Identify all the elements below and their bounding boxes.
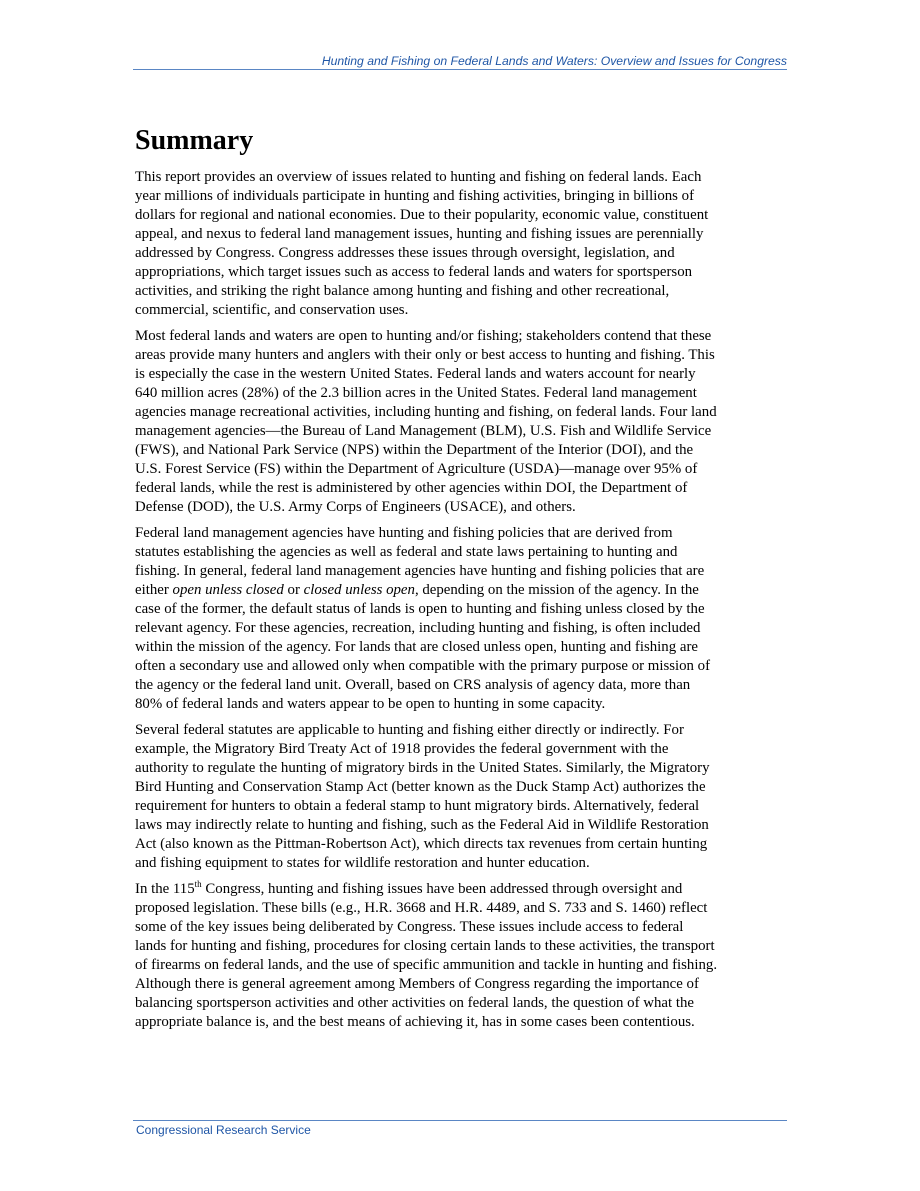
text-line: Bird Hunting and Conservation Stamp Act (better known as the Duck Stamp Act) authorizes the — [135, 779, 706, 795]
text-line: Federal land management agencies have hunting and fishing policies that are derived from — [135, 525, 673, 541]
text-line: authority to regulate the hunting of migratory birds in the United States. Similarly, the Migratory — [135, 760, 710, 776]
text-line: 80% of federal lands and waters appear to be open to hunting in some capacity. — [135, 696, 606, 712]
text-line: addressed by Congress. Congress addresses these issues through oversight, legislation, and — [135, 245, 675, 261]
text-line: This report provides an overview of issues related to hunting and fishing on federal lands. Each — [135, 169, 702, 185]
text-line: 640 million acres (28%) of the 2.3 billion acres in the United States. Federal land management — [135, 385, 697, 401]
paragraph-115th-congress — [135, 880, 787, 1032]
header-divider — [133, 69, 787, 70]
text-line: relevant agency. For these agencies, recreation, including hunting and fishing, is often included — [135, 620, 701, 636]
text-line: Most federal lands and waters are open to hunting and/or fishing; stakeholders contend that these — [135, 328, 712, 344]
text-line — [135, 581, 787, 600]
text-line: U.S. Forest Service (FS) within the Department of Agriculture (USDA)—manage over 95% of — [135, 461, 698, 477]
text-line: appropriations, which target issues such as access to federal lands and waters for sportsperson — [135, 264, 693, 280]
text-line: appeal, and nexus to federal land management issues, hunting and fishing issues are perennially — [135, 226, 704, 242]
paragraph-overview — [135, 168, 787, 320]
text-line: laws may indirectly relate to hunting and fishing, such as the Federal Aid in Wildlife Restoration — [135, 817, 709, 833]
text-line: appropriate balance is, and the best means of achieving it, has in some cases been contentious. — [135, 1014, 695, 1030]
emphasis-open-unless-closed: open unless closed — [172, 582, 284, 598]
text-line: year millions of individuals participate in hunting and fishing activities, bringing in billions of — [135, 188, 695, 204]
text-line: of firearms on federal lands, and the use of specific ammunition and tackle in hunting and fishing. — [135, 957, 718, 973]
text-line: often a secondary use and allowed only when compatible with the primary purpose or mission of — [135, 658, 711, 674]
ordinal-superscript: th — [194, 879, 202, 889]
text-line: dollars for regional and national economies. Due to their popularity, economic value, constituent — [135, 207, 709, 223]
text-line: agencies manage recreational activities, including hunting and fishing, on federal lands. Four land — [135, 404, 717, 420]
running-header: Hunting and Fishing on Federal Lands and Waters: Overview and Issues for Congress — [321, 54, 787, 68]
text-line: activities, and striking the right balance among hunting and fishing and other recreational, — [135, 283, 670, 299]
text-segment: either — [135, 582, 173, 598]
section-title: Summary — [135, 125, 254, 156]
text-line: requirement for hunters to obtain a federal stamp to hunt migratory birds. Alternatively, federal — [135, 798, 700, 814]
text-segment: or — [283, 582, 304, 598]
paragraph-federal-lands — [135, 327, 787, 517]
text-line: within the mission of the agency. For lands that are closed unless open, hunting and fishing are — [135, 639, 698, 655]
footer-divider — [133, 1120, 787, 1121]
text-line: commercial, scientific, and conservation uses. — [135, 302, 409, 318]
text-line: management agencies—the Bureau of Land Management (BLM), U.S. Fish and Wildlife Service — [135, 423, 712, 439]
paragraph-federal-statutes — [135, 721, 787, 873]
text-line: the agency or the federal land unit. Overall, based on CRS analysis of agency data, more than — [135, 677, 691, 693]
text-segment: Congress, hunting and fishing issues have been addressed through oversight and — [201, 881, 683, 897]
text-line: Defense (DOD), the U.S. Army Corps of Engineers (USACE), and others. — [135, 499, 576, 515]
text-line: some of the key issues being deliberated by Congress. These issues include access to federal — [135, 919, 684, 935]
text-line: areas provide many hunters and anglers with their only or best access to hunting and fishing. This — [135, 347, 715, 363]
summary-body — [135, 168, 787, 1039]
paragraph-agency-policies — [135, 524, 787, 714]
text-line: lands for hunting and fishing, procedures for closing certain lands to these activities, the transport — [135, 938, 715, 954]
footer-organization: Congressional Research Service — [136, 1123, 311, 1137]
text-line: statutes establishing the agencies as well as federal and state laws pertaining to hunting and — [135, 544, 678, 560]
text-line: and fishing equipment to states for wildlife restoration and hunter education. — [135, 855, 590, 871]
text-segment: In the 115 — [135, 881, 195, 897]
text-line: example, the Migratory Bird Treaty Act of 1918 provides the federal government with the — [135, 741, 669, 757]
text-line: Act (also known as the Pittman-Robertson Act), which directs tax revenues from certain hunting — [135, 836, 708, 852]
text-line: case of the former, the default status of lands is open to hunting and fishing unless closed by the — [135, 601, 705, 617]
text-line: is especially the case in the western United States. Federal lands and waters account for nearly — [135, 366, 696, 382]
text-line: balancing sportsperson activities and other activities on federal lands, the question of what the — [135, 995, 694, 1011]
emphasis-closed-unless-open: closed unless open — [303, 582, 415, 598]
text-line: proposed legislation. These bills (e.g., H.R. 3668 and H.R. 4489, and S. 733 and S. 1460) reflect — [135, 900, 708, 916]
text-line — [135, 880, 787, 899]
text-line: (FWS), and National Park Service (NPS) within the Department of the Interior (DOI), and the — [135, 442, 694, 458]
text-line: Several federal statutes are applicable to hunting and fishing either directly or indirectly. For — [135, 722, 684, 738]
text-line: Although there is general agreement among Members of Congress regarding the importance of — [135, 976, 699, 992]
text-segment: , depending on the mission of the agency. In the — [414, 582, 699, 598]
text-line: federal lands, while the rest is administered by other agencies within DOI, the Department of — [135, 480, 688, 496]
text-line: fishing. In general, federal land management agencies have hunting and fishing policies that are — [135, 563, 705, 579]
